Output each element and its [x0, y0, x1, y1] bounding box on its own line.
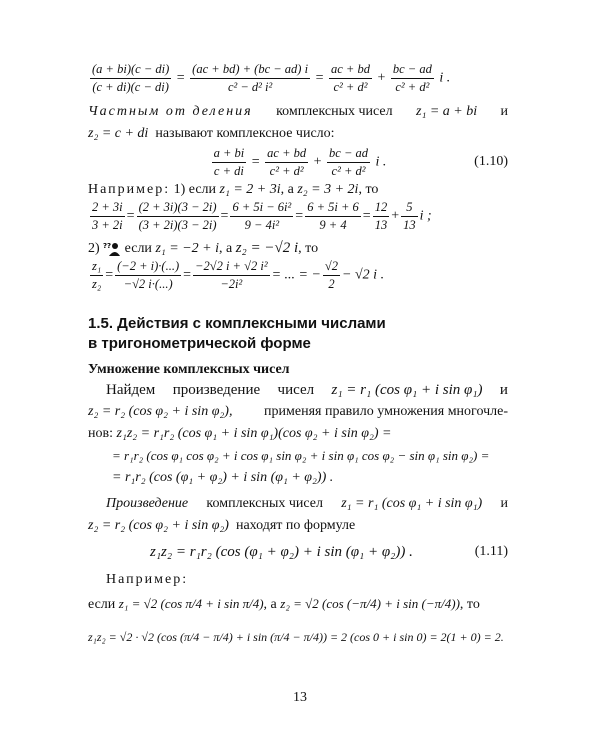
subsection-heading: Умножение комплексных чисел — [88, 362, 290, 377]
fraction: $\frac{(ac + bd) + (bc - ad) i}{\text{c² − d² i²}}$ — [192, 62, 309, 94]
example-1-formula: $\frac{2 + 3i}{3 + 2i}$ = $\frac{(2 + 3i)(3 - 2i)}{(3 + 2i)(3 - 2i)}$ = $\frac{\text{6 + 5i − 6i²}}{\text{9 − 4i²}}$ = $\frac{6 + 5i + 6}{9 + 4}$ = $\frac{12}{13}$ + $\frac{5}{13}$ i ; — [92, 200, 432, 232]
equation-number: (1.11) — [474, 544, 508, 559]
example-1-intro: Например: 1) если z₁ = 2 + 3i, а z₂ = 3 + 2i, то — [88, 182, 379, 197]
paragraph-2-line-1: Произведение комплексных чисел z₁ = r₁ (cos φ₁ + i sin φ₁) и — [106, 496, 508, 511]
paragraph-1-line-2: z₂ = r₂ (cos φ₂ + i sin φ₂), применяя правило умножения многочле- — [88, 404, 508, 419]
page-number: 13 — [293, 690, 307, 705]
paragraph-1-line-4: = r₁r₂ (cos φ₁ cos φ₂ + i cos φ₁ sin φ₂ + i sin φ₁ cos φ₂ − sin φ₁ sin φ₂) = — [112, 448, 490, 463]
fraction: $\frac{bc - ad}{\text{c² + d²}}$ — [329, 146, 369, 178]
paragraph-1-line-5: = r₁r₂ (cos (φ₁ + φ₂) + i sin (φ₁ + φ₂)) . — [112, 470, 334, 485]
paragraph-1-line-3: нов: z₁z₂ = r₁r₂ (cos φ₁ + i sin φ₁)(cos φ₂ + i sin φ₂) = — [88, 426, 392, 441]
fraction: $\frac{(a + bi)(c - di)}{(c + di)(c - di)}$ — [92, 62, 170, 94]
thinking-person-icon — [103, 241, 121, 257]
example-2-intro: 2) ?? если z₁ = −2 + i, а z₂ = −√2 i, то — [88, 240, 319, 256]
definition-line-1: Частным от деления комплексных чисел z₁ = a + bi и — [88, 104, 508, 119]
equation-number: (1.10) — [474, 154, 508, 169]
paragraph-1-line-1: Найдем произведение чисел z₁ = r₁ (cos φ₁ + i sin φ₁) и — [106, 382, 508, 398]
fraction: $\frac{ac + bd}{\text{c² + d²}}$ — [330, 62, 370, 94]
svg-text:??: ?? — [103, 241, 112, 250]
example-3-result: z₁z₂ = √2 · √2 (cos (π/4 − π/4) + i sin (π/4 − π/4)) = 2 (cos 0 + i sin 0) = 2(1 + 0) = 2. — [88, 630, 504, 644]
formula-1: $\frac{(a + bi)(c - di)}{(c + di)(c - di)}$ = $\frac{(ac + bd) + (bc - ad) i}{\text{c² − d² i²}}$ = $\frac{ac + bd}{\text{c² + d²}}$ + $\frac{bc - ad}{\text{c² + d²}}$ i . — [92, 62, 451, 94]
fraction: $\frac{ac + bd}{\text{c² + d²}}$ — [267, 146, 307, 178]
section-heading: 1.5. Действия с комплексными числами в тригонометрической форме — [88, 315, 386, 352]
fraction: $\frac{bc - ad}{\text{c² + d²}}$ — [392, 62, 432, 94]
definition-line-2: z₂ = c + di называют комплексное число: — [88, 126, 335, 141]
example-3-label: Например: — [106, 572, 189, 587]
example-2-formula: $\frac{\text{z₁}}{\text{z₂}}$ = $\frac{(-2 + i)\cdot(...)}{-√2 i\cdot(...)}$ = $\frac{\text{−2√2 i + √2 i²}}{\text{−2i²}}$ = ... = − $\frac{√2}{2}$ − √2 i . — [92, 259, 385, 291]
paragraph-2-line-2: z₂ = r₂ (cos φ₂ + i sin φ₂) находят по формуле — [88, 518, 356, 533]
fraction: $\frac{a + bi}{c + di}$ — [213, 146, 245, 178]
example-3-condition: если z₁ = √2 (cos π/4 + i sin π/4), а z₂ = √2 (cos (−π/4) + i sin (−π/4)), то — [88, 596, 480, 612]
formula-1-10: $\frac{a + bi}{c + di}$ = $\frac{ac + bd}{\text{c² + d²}}$ + $\frac{bc - ad}{\text{c² + d²}}$ i . (1.10) — [213, 146, 508, 178]
